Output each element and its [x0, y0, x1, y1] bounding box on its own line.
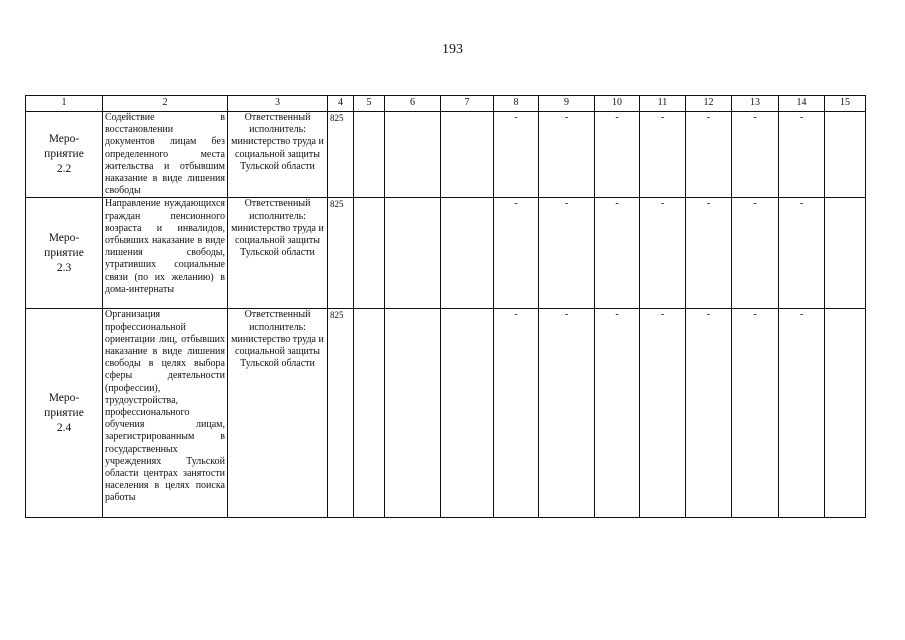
table-row — [26, 112, 866, 198]
measure-label: Меро- приятие 2.2 — [26, 112, 103, 198]
page-number: 193 — [442, 42, 463, 57]
value-cell: - — [640, 198, 686, 309]
header-cell: 14 — [779, 96, 825, 112]
header-cell: 3 — [228, 96, 328, 112]
value-cell: - — [686, 198, 732, 309]
value-cell: - — [640, 309, 686, 518]
value-cell: - — [539, 112, 595, 198]
measure-label: Меро- приятие 2.3 — [26, 198, 103, 309]
value-cell: - — [779, 198, 825, 309]
measure-executor: Ответственный исполнитель: министерство труда и социальной защиты Тульской области — [228, 198, 328, 309]
value-cell: - — [640, 112, 686, 198]
value-cell — [825, 198, 866, 309]
value-cell: - — [595, 198, 640, 309]
value-cell: - — [539, 198, 595, 309]
value-cell — [354, 198, 385, 309]
header-cell: 9 — [539, 96, 595, 112]
value-cell: - — [494, 112, 539, 198]
value-cell — [354, 309, 385, 518]
value-cell — [385, 309, 441, 518]
measure-description: Организация профессиональной ориентации лиц, отбывших наказание в виде лишения свободы в целях выбора сферы деятельности (профессии), трудоустройства, профессионального обучения лицам, зарегистрированным в государственных учреждениях Тульской области центрах занятости населения в целях поиска работы — [103, 309, 228, 518]
measures-table — [25, 95, 866, 518]
measure-description: Содействие в восстановлении документов лицам без определенного места жительства и отбывшим наказание в виде лишения свободы — [103, 112, 228, 198]
header-cell: 1 — [26, 96, 103, 112]
header-cell: 12 — [686, 96, 732, 112]
value-cell: - — [595, 112, 640, 198]
value-cell: - — [732, 112, 779, 198]
header-cell: 4 — [328, 96, 354, 112]
value-cell — [385, 112, 441, 198]
measure-label: Меро- приятие 2.4 — [26, 309, 103, 518]
header-cell: 2 — [103, 96, 228, 112]
table-row — [26, 309, 866, 518]
header-cell: 8 — [494, 96, 539, 112]
header-cell: 10 — [595, 96, 640, 112]
value-cell — [441, 112, 494, 198]
header-cell: 5 — [354, 96, 385, 112]
value-cell — [441, 198, 494, 309]
measure-executor: Ответственный исполнитель: министерство труда и социальной защиты Тульской области — [228, 309, 328, 518]
header-cell: 11 — [640, 96, 686, 112]
header-cell: 15 — [825, 96, 866, 112]
measure-code: 825 — [328, 309, 354, 518]
measure-code: 825 — [328, 198, 354, 309]
value-cell: - — [686, 112, 732, 198]
table-header-row — [26, 96, 866, 112]
value-cell: - — [595, 309, 640, 518]
table-row — [26, 198, 866, 309]
value-cell: - — [779, 309, 825, 518]
value-cell — [825, 112, 866, 198]
value-cell: - — [494, 309, 539, 518]
measure-code: 825 — [328, 112, 354, 198]
value-cell — [825, 309, 866, 518]
value-cell: - — [732, 309, 779, 518]
value-cell — [441, 309, 494, 518]
value-cell: - — [779, 112, 825, 198]
header-cell: 7 — [441, 96, 494, 112]
header-cell: 13 — [732, 96, 779, 112]
header-cell: 6 — [385, 96, 441, 112]
value-cell: - — [494, 198, 539, 309]
value-cell: - — [539, 309, 595, 518]
value-cell: - — [686, 309, 732, 518]
value-cell: - — [732, 198, 779, 309]
measure-executor: Ответственный исполнитель: министерство труда и социальной защиты Тульской области — [228, 112, 328, 198]
value-cell — [385, 198, 441, 309]
value-cell — [354, 112, 385, 198]
measure-description: Направление нуждающихся граждан пенсионного возраста и инвалидов, отбывших наказание в виде лишения свободы, утративших социальные связи (по их желанию) в дома-интернаты — [103, 198, 228, 309]
